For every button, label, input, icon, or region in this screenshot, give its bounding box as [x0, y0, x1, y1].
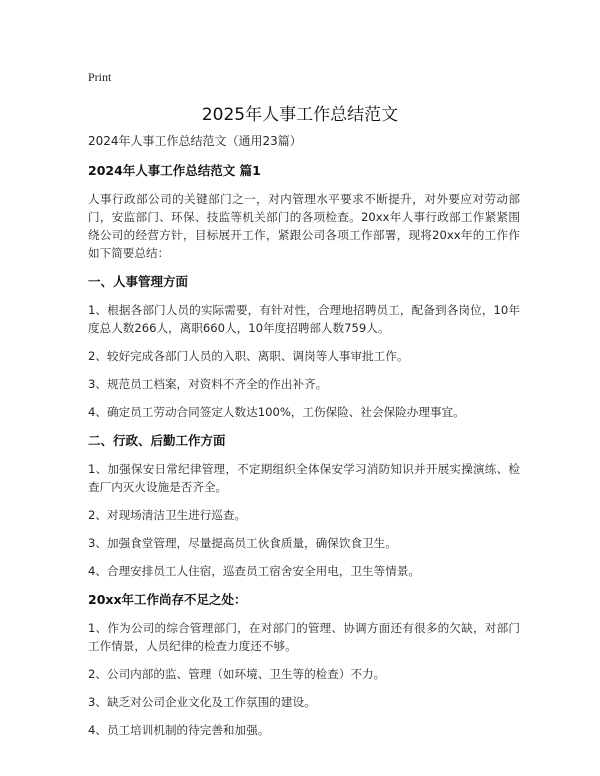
document-subtitle: 2024年人事工作总结范文（通用23篇）	[88, 134, 302, 148]
section-heading-hr: 一、人事管理方面	[88, 274, 189, 289]
list-item: 2、公司内部的监、管理（如环境、卫生等的检查）不力。	[88, 667, 386, 681]
list-item: 4、员工培训机制的待完善和加强。	[88, 723, 270, 737]
list-item: 2、较好完成各部门人员的入职、离职、调岗等人事审批工作。	[88, 349, 409, 363]
list-item: 3、缺乏对公司企业文化及工作氛围的建设。	[88, 695, 316, 709]
list-item: 1、加强保安日常纪律管理，不定期组织全体保安学习消防知识并开展实操演练、检查厂内灭火设施是否齐全。	[88, 462, 520, 494]
list-item: 4、合理安排员工人住宿，巡查员工宿舍安全用电，卫生等情景。	[88, 564, 421, 578]
list-item: 3、加强食堂管理，尽量提高员工伙食质量，确保饮食卫生。	[88, 536, 397, 550]
section-heading-shortcomings: 20xx年工作尚存不足之处：	[88, 592, 247, 607]
document-body	[88, 132, 520, 739]
intro-paragraph: 人事行政部公司的关键部门之一，对内管理水平要求不断提升，对外要应对劳动部门，安监部门、环保、技监等机关部门的各项检查。20xx年人事行政部工作紧紧围绕公司的经营方针，目标展开工作，紧跟公司各项工作部署，现将20xx年的工作作如下简要总结：	[88, 192, 520, 260]
page-title: 2025年人事工作总结范文	[201, 105, 399, 125]
print-link[interactable]: Print	[88, 70, 112, 84]
list-item: 4、确定员工劳动合同签定人数达100%，工伤保险、社会保险办理事宜。	[88, 405, 465, 419]
list-item: 1、作为公司的综合管理部门，在对部门的管理、协调方面还有很多的欠缺，对部门工作情景，人员纪律的检查力度还不够。	[88, 621, 520, 653]
list-item: 2、对现场清洁卫生进行巡查。	[88, 508, 247, 522]
article-heading: 2024年人事工作总结范文 篇1	[88, 163, 261, 178]
section-heading-admin: 二、行政、后勤工作方面	[88, 433, 226, 448]
list-item: 1、根据各部门人员的实际需要，有针对性，合理地招聘员工，配备到各岗位，10年度总人数266人，离职660人，10年度招聘部人数759人。	[88, 303, 520, 335]
list-item: 3、规范员工档案，对资料不齐全的作出补齐。	[88, 377, 328, 391]
